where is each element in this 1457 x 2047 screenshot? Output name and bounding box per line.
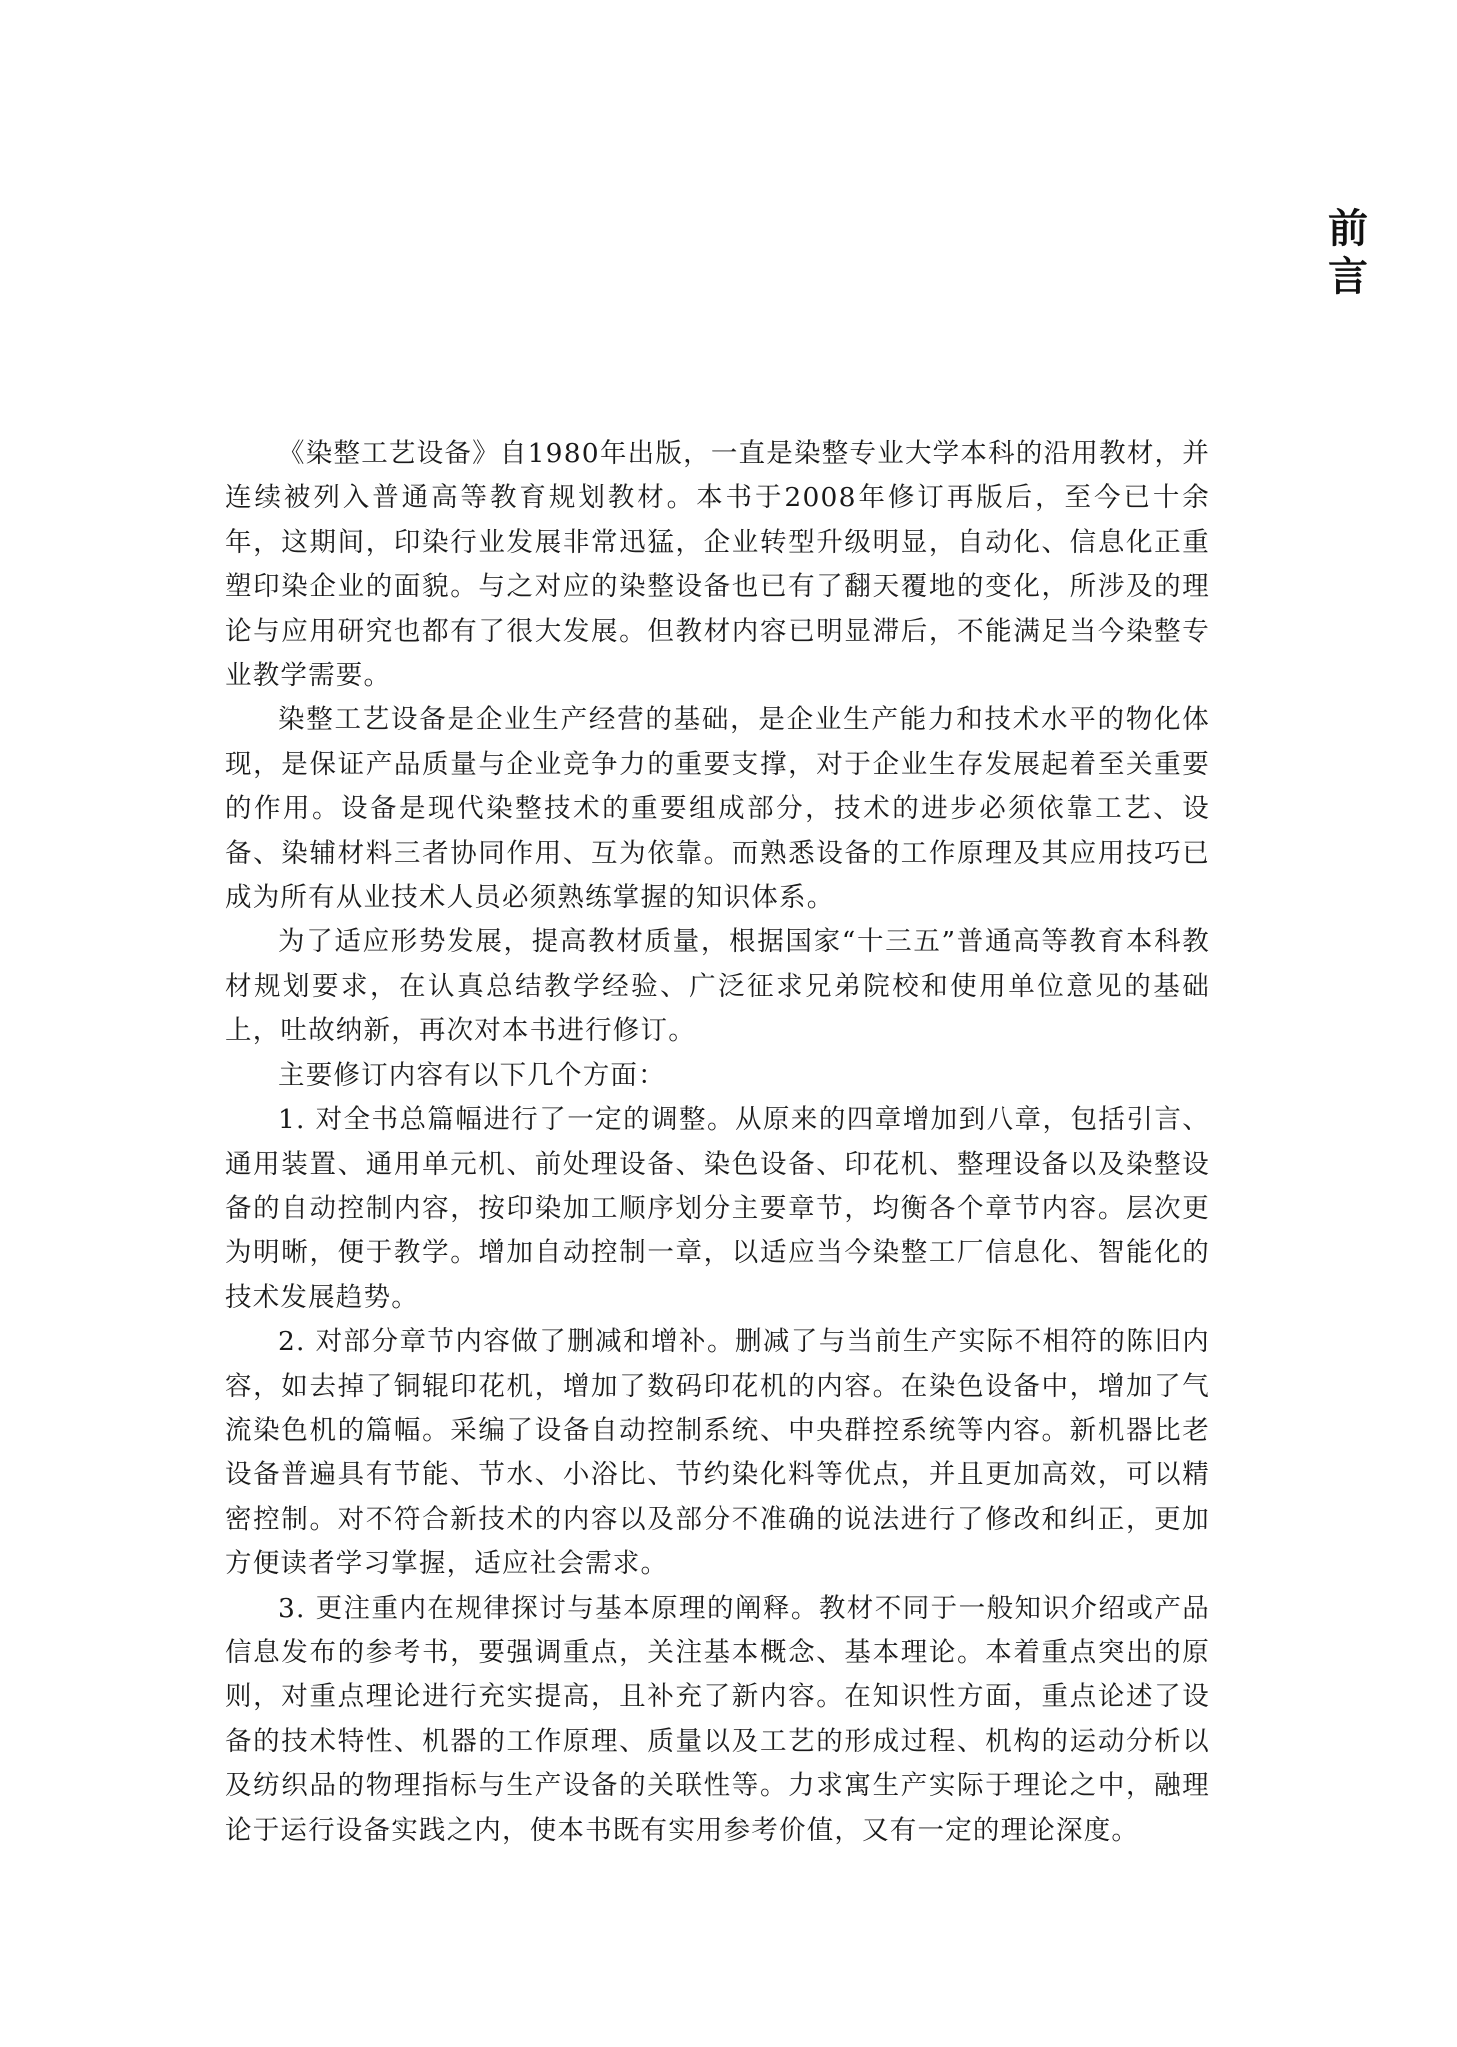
section-title-char-2: 言 bbox=[1328, 254, 1368, 300]
paragraph-6: 2. 对部分章节内容做了删减和增补。删减了与当前生产实际不相符的陈旧内容，如去掉了铜辊印花机，增加了数码印花机的内容。在染色设备中，增加了气流染色机的篇幅。采编了设备自动控制系统、中央群控系统等内容。新机器比老设备普遍具有节能、节水、小浴比、节约染化料等优点，并且更加高效，可以精密控制。对不符合新技术的内容以及部分不准确的说法进行了修改和纠正，更加方便读者学习掌握，适应社会需求。 bbox=[225, 1326, 1210, 1580]
paragraph-1: 《染整工艺设备》自1980年出版，一直是染整专业大学本科的沿用教材，并连续被列入普通高等教育规划教材。本书于2008年修订再版后，至今已十余年，这期间，印染行业发展非常迅猛，企业转型升级明显，自动化、信息化正重塑印染企业的面貌。与之对应的染整设备也已有了翻天覆地的变化，所涉及的理论与应用研究也都有了很大发展。但教材内容已明显滞后，不能满足当今染整专业教学需要。 bbox=[225, 438, 1210, 692]
section-title-char-1: 前 bbox=[1328, 206, 1368, 252]
paragraph-3: 为了适应形势发展，提高教材质量，根据国家“十三五”普通高等教育本科教材规划要求，在认真总结教学经验、广泛征求兄弟院校和使用单位意见的基础上，吐故纳新，再次对本书进行修订。 bbox=[225, 926, 1210, 1047]
paragraph-4: 主要修订内容有以下几个方面： bbox=[278, 1059, 666, 1091]
section-title-preface bbox=[1318, 205, 1378, 301]
paragraph-2: 染整工艺设备是企业生产经营的基础，是企业生产能力和技术水平的物化体现，是保证产品质量与企业竞争力的重要支撑，对于企业生存发展起着至关重要的作用。设备是现代染整技术的重要组成部分，技术的进步必须依靠工艺、设备、染辅材料三者协同作用、互为依靠。而熟悉设备的工作原理及其应用技巧已成为所有从业技术人员必须熟练掌握的知识体系。 bbox=[225, 704, 1210, 914]
preface-body bbox=[225, 432, 1210, 1853]
paragraph-5: 1. 对全书总篇幅进行了一定的调整。从原来的四章增加到八章，包括引言、通用装置、通用单元机、前处理设备、染色设备、印花机、整理设备以及染整设备的自动控制内容，按印染加工顺序划分主要章节，均衡各个章节内容。层次更为明晰，便于教学。增加自动控制一章，以适应当今染整工厂信息化、智能化的技术发展趋势。 bbox=[225, 1104, 1210, 1313]
paragraph-7: 3. 更注重内在规律探讨与基本原理的阐释。教材不同于一般知识介绍或产品信息发布的参考书，要强调重点，关注基本概念、基本理论。本着重点突出的原则，对重点理论进行充实提高，且补充了新内容。在知识性方面，重点论述了设备的技术特性、机器的工作原理、质量以及工艺的形成过程、机构的运动分析以及纺织品的物理指标与生产设备的关联性等。力求寓生产实际于理论之中，融理论于运行设备实践之内，使本书既有实用参考价值，又有一定的理论深度。 bbox=[225, 1592, 1210, 1846]
